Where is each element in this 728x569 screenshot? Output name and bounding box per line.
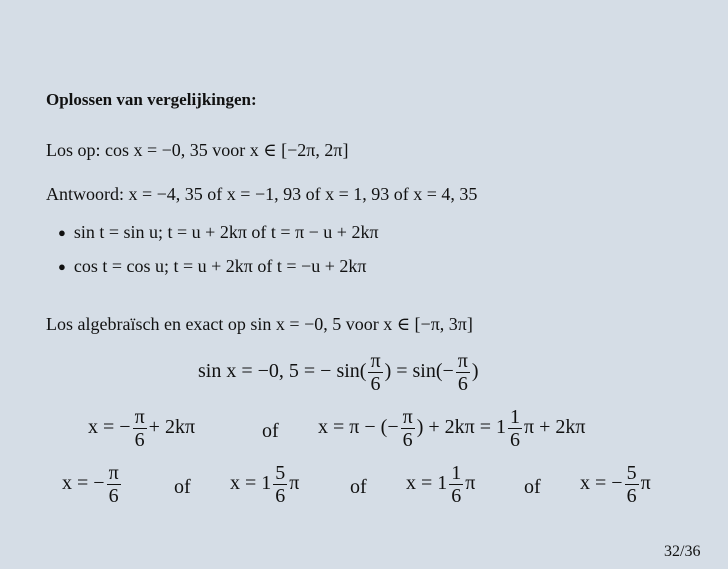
equation-2-of: of (262, 420, 279, 442)
eq1-frac2: $\frac{\pi}{6}$ (457, 350, 468, 395)
of-2: of (350, 476, 367, 498)
solution-3: x = 1 $\frac{1}{6}$ π (406, 462, 476, 507)
bullet-icon: ● (58, 259, 66, 274)
eq1-lhs: sin x = −0, 5 = − sin( (198, 360, 367, 383)
page-number: 32/36 (664, 543, 701, 560)
of-3: of (524, 476, 541, 498)
question-2: Los algebraïsch en exact op sin x = −0, 5 voor x ∈ [−π, 3π] (46, 314, 473, 334)
bullet-sin (58, 222, 379, 243)
bullet-sin-text: sin t = sin u; t = u + 2kπ of t = π − u + 2kπ (73, 222, 379, 242)
slide-title: Oplossen van vergelijkingen: (46, 90, 257, 109)
equation-2-right: x = π − (− $\frac{\pi}{6}$ ) + 2kπ = 1 $\frac{1}{6}$ π + 2kπ (318, 406, 586, 451)
question-1: Los op: cos x = −0, 35 voor x ∈ [−2π, 2π] (46, 140, 349, 160)
eq1-frac1: $\frac{\pi}{6}$ (370, 350, 381, 395)
eq2-frac-b: $\frac{\pi}{6}$ (402, 406, 413, 451)
solution-2: x = 1 $\frac{5}{6}$ π (230, 462, 300, 507)
solution-1: x = − $\frac{\pi}{6}$ (62, 462, 119, 507)
answer-line: Antwoord: x = −4, 35 of x = −1, 93 of x = 1, 93 of x = 4, 35 (46, 184, 478, 204)
equation-2-left: x = − $\frac{\pi}{6}$ + 2kπ (88, 406, 196, 451)
equation-1 (198, 350, 479, 395)
solution-4: x = − $\frac{5}{6}$ π (580, 462, 651, 507)
bullet-cos-text: cos t = cos u; t = u + 2kπ of t = −u + 2kπ (73, 256, 367, 276)
eq2-frac-a: $\frac{\pi}{6}$ (134, 406, 145, 451)
eq1-mid: ) = sin(− (384, 360, 454, 383)
eq2-frac-c: $\frac{1}{6}$ (510, 406, 521, 451)
bullet-cos (58, 256, 366, 277)
bullet-icon: ● (58, 225, 66, 240)
of-1: of (174, 476, 191, 498)
eq1-end: ) (471, 360, 479, 383)
